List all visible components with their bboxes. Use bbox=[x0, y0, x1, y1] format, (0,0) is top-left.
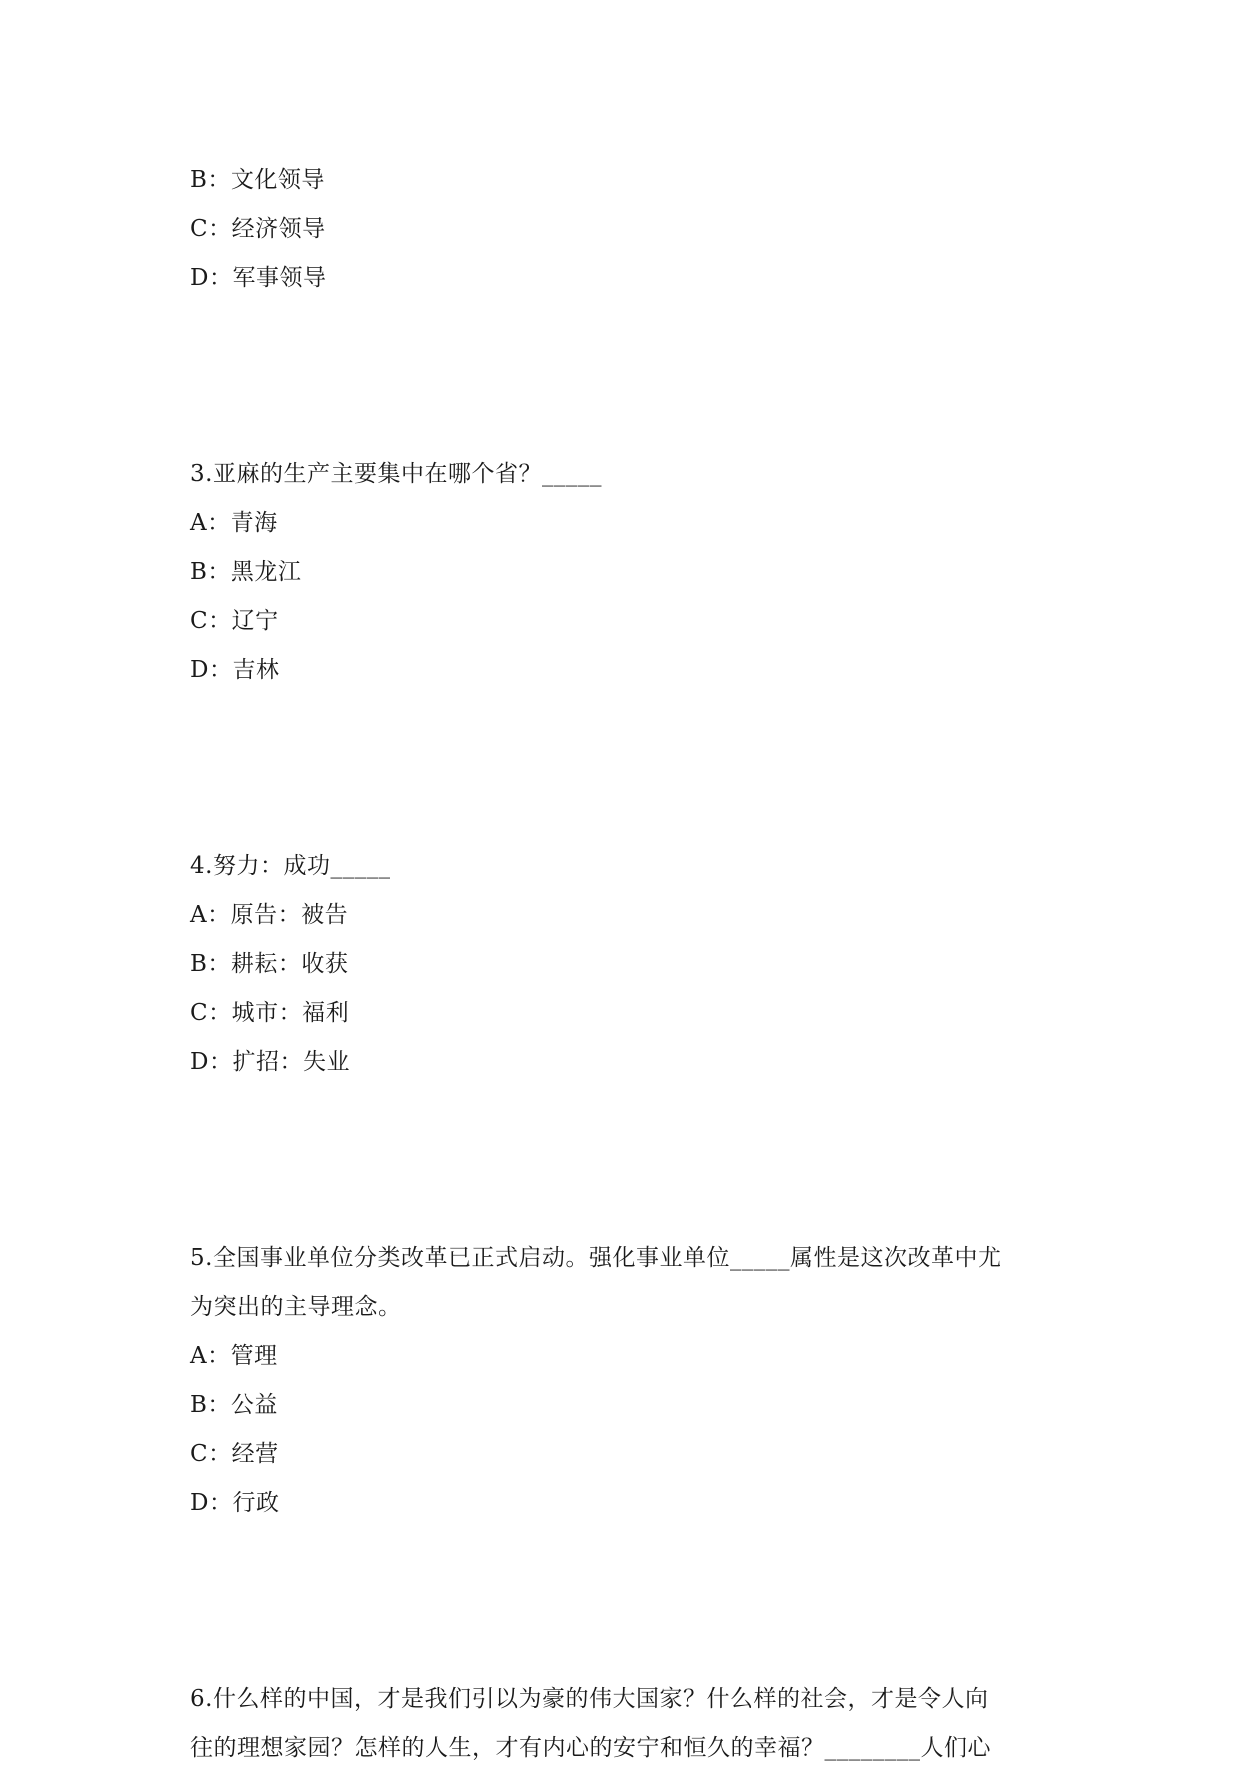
option-d: D：军事领导 bbox=[190, 265, 327, 291]
option-d: D：吉林 bbox=[190, 657, 280, 683]
spacer bbox=[190, 1087, 1060, 1234]
option-b: B：耕耘：收获 bbox=[190, 951, 349, 977]
question-stem-line-1: 5.全国事业单位分类改革已正式启动。强化事业单位_____属性是这次改革中尤 bbox=[190, 1245, 1002, 1271]
option-a: A：管理 bbox=[190, 1343, 278, 1369]
option-b: B：公益 bbox=[190, 1392, 278, 1418]
spacer bbox=[190, 303, 1060, 450]
question-3 bbox=[190, 450, 1060, 695]
option-c: C：经济领导 bbox=[190, 216, 326, 242]
question-2-fragment bbox=[190, 156, 1060, 303]
question-stem-line-1: 6.什么样的中国，才是我们引以为豪的伟大国家？什么样的社会，才是令人向 bbox=[190, 1686, 989, 1712]
option-b: B：文化领导 bbox=[190, 167, 325, 193]
question-stem: 3.亚麻的生产主要集中在哪个省？_____ bbox=[190, 461, 602, 487]
option-c: C：辽宁 bbox=[190, 608, 279, 634]
question-stem-line-2: 为突出的主导理念。 bbox=[190, 1294, 402, 1320]
spacer bbox=[190, 695, 1060, 842]
option-c: C：城市：福利 bbox=[190, 1000, 350, 1026]
document-content bbox=[190, 156, 1060, 1773]
option-a: A：原告：被告 bbox=[190, 902, 349, 928]
option-a: A：青海 bbox=[190, 510, 278, 536]
option-d: D：行政 bbox=[190, 1490, 280, 1516]
option-d: D：扩招：失业 bbox=[190, 1049, 350, 1075]
question-5 bbox=[190, 1234, 1060, 1528]
option-b: B：黑龙江 bbox=[190, 559, 302, 585]
question-4 bbox=[190, 842, 1060, 1087]
spacer bbox=[190, 1528, 1060, 1675]
question-6 bbox=[190, 1675, 1060, 1773]
option-c: C：经营 bbox=[190, 1441, 279, 1467]
question-stem-line-2: 往的理想家园？怎样的人生，才有内心的安宁和恒久的幸福？________人们心 bbox=[190, 1735, 991, 1761]
question-stem: 4.努力：成功_____ bbox=[190, 853, 391, 879]
